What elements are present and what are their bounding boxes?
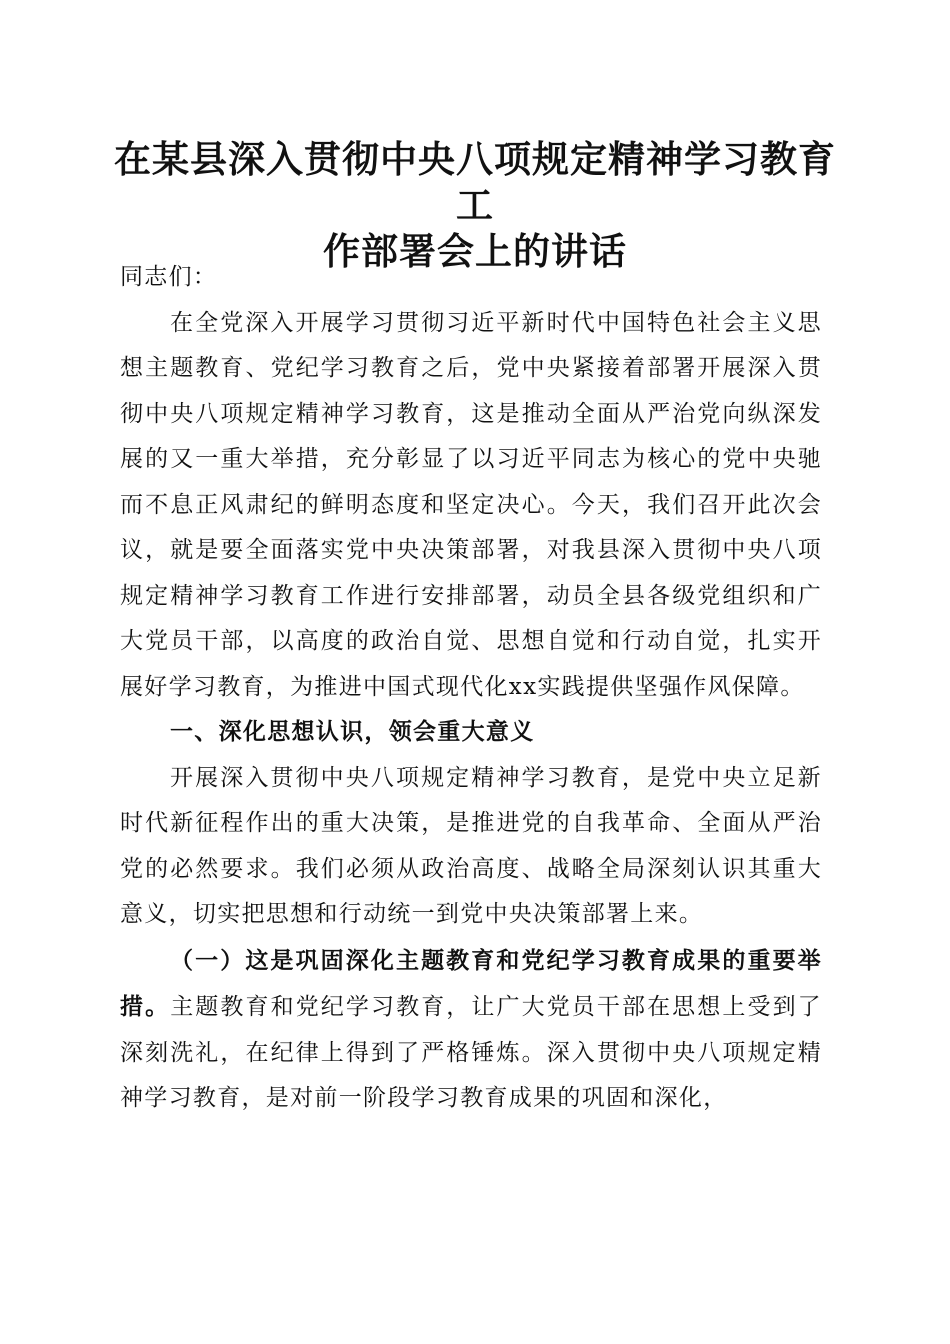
title-line-1: 在某县深入贯彻中央八项规定精神学习教育工 [114,137,836,227]
intro-paragraph: 在全党深入开展学习贯彻习近平新时代中国特色社会主义思想主题教育、党纪学习教育之后，党中央紧接着部署开展深入贯彻中央八项规定精神学习教育，这是推动全面从严治党向纵深发展的又一重大举措，充分彰显了以习近平同志为核心的党中央驰而不息正风肃纪的鲜明态度和坚定决心。今天，我们召开此次会议，就是要全面落实党中央决策部署，对我县深入贯彻中央八项规定精神学习教育工作进行安排部署，动员全县各级党组织和广大党员干部，以高度的政治自觉、思想自觉和行动自觉，扎实开展好学习教育，为推进中国式现代化xx实践提供坚强作风保障。 [120,309,822,700]
document-body [120,255,822,1122]
section-heading-1: 一、深化思想认识，领会重大意义 [170,719,535,745]
subsection-heading-1: （一）这是巩固深化主题教育和党纪学习教育成果的重要举措。 [120,946,822,1020]
document-title [110,136,840,274]
salutation: 同志们： [120,264,218,290]
subsection-1-text: 主题教育和党纪学习教育，让广大党员干部在思想上受到了深刻洗礼，在纪律上得到了严格锤炼。深入贯彻中央八项规定精神学习教育，是对前一阶段学习教育成果的巩固和深化， [120,994,822,1111]
title-line-2: 作部署会上的讲话 [323,229,627,273]
subsection-1-paragraph [120,938,822,1122]
section-1-paragraph: 开展深入贯彻中央八项规定精神学习教育，是党中央立足新时代新征程作出的重大决策，是推进党的自我革命、全面从严治党的必然要求。我们必须从政治高度、战略全局深刻认识其重大意义，切实把思想和行动统一到党中央决策部署上来。 [120,764,822,927]
